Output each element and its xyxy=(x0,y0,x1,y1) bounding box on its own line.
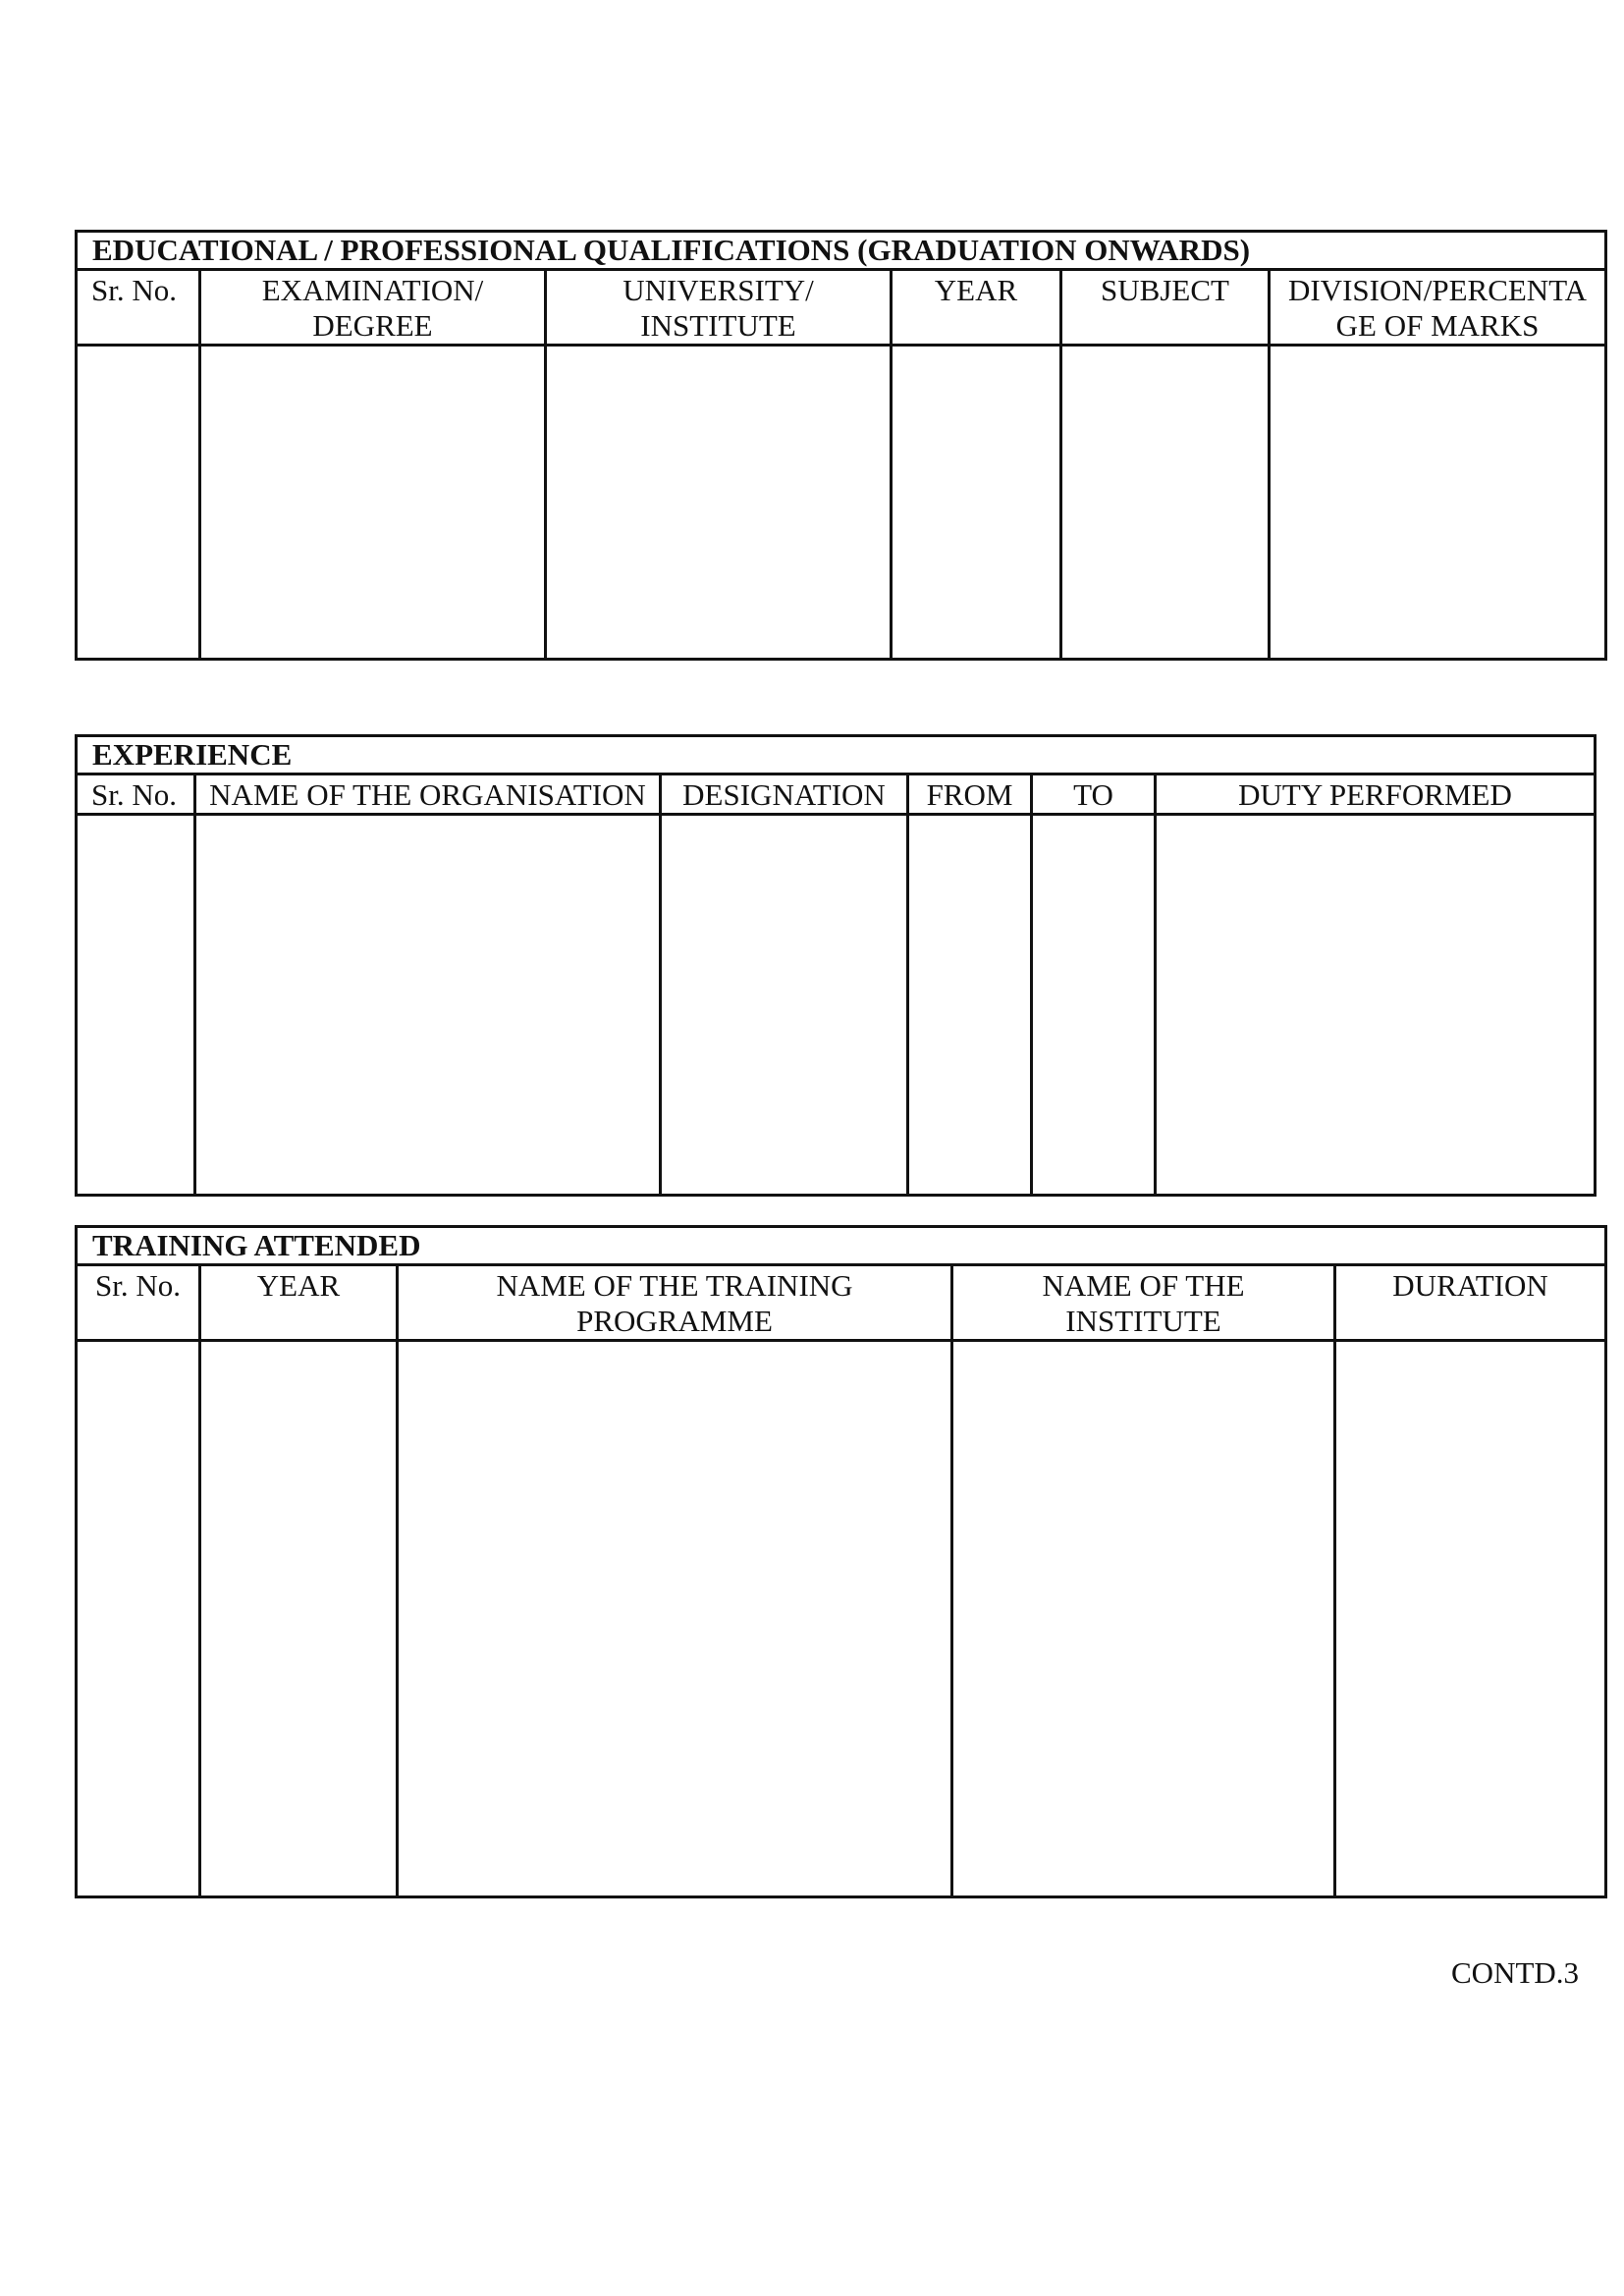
training-sr-no-field[interactable] xyxy=(77,1341,200,1897)
education-header-examination-degree: EXAMINATION/ DEGREE xyxy=(200,270,546,346)
education-year-field[interactable] xyxy=(892,346,1061,660)
experience-header-from: FROM xyxy=(908,774,1032,815)
education-division-percentage-field[interactable] xyxy=(1270,346,1606,660)
education-header-university-institute: UNIVERSITY/ INSTITUTE xyxy=(546,270,892,346)
experience-sr-no-field[interactable] xyxy=(77,815,195,1196)
training-table xyxy=(75,1225,1607,1898)
education-table-title: EDUCATIONAL / PROFESSIONAL QUALIFICATIONS (GRADUATION ONWARDS) xyxy=(77,232,1606,270)
training-duration-field[interactable] xyxy=(1335,1341,1606,1897)
education-table xyxy=(75,230,1607,661)
experience-header-duty-performed: DUTY PERFORMED xyxy=(1156,774,1596,815)
training-programme-field[interactable] xyxy=(398,1341,952,1897)
training-year-field[interactable] xyxy=(200,1341,398,1897)
experience-designation-field[interactable] xyxy=(661,815,908,1196)
education-header-year: YEAR xyxy=(892,270,1061,346)
experience-header-sr-no: Sr. No. xyxy=(77,774,195,815)
experience-header-to: TO xyxy=(1032,774,1156,815)
experience-header-organisation: NAME OF THE ORGANISATION xyxy=(195,774,661,815)
training-header-duration: DURATION xyxy=(1335,1265,1606,1341)
training-header-year: YEAR xyxy=(200,1265,398,1341)
education-header-subject: SUBJECT xyxy=(1061,270,1270,346)
training-header-programme: NAME OF THE TRAINING PROGRAMME xyxy=(398,1265,952,1341)
education-examination-degree-field[interactable] xyxy=(200,346,546,660)
training-institute-field[interactable] xyxy=(952,1341,1335,1897)
education-university-institute-field[interactable] xyxy=(546,346,892,660)
experience-from-field[interactable] xyxy=(908,815,1032,1196)
continued-page-note: CONTD.3 xyxy=(1451,1955,1580,1990)
experience-header-designation: DESIGNATION xyxy=(661,774,908,815)
experience-organisation-field[interactable] xyxy=(195,815,661,1196)
training-header-institute: NAME OF THE INSTITUTE xyxy=(952,1265,1335,1341)
experience-to-field[interactable] xyxy=(1032,815,1156,1196)
training-table-title: TRAINING ATTENDED xyxy=(77,1227,1606,1265)
training-header-sr-no: Sr. No. xyxy=(77,1265,200,1341)
experience-table xyxy=(75,734,1597,1197)
experience-duty-performed-field[interactable] xyxy=(1156,815,1596,1196)
education-header-division-percentage: DIVISION/PERCENTA GE OF MARKS xyxy=(1270,270,1606,346)
education-subject-field[interactable] xyxy=(1061,346,1270,660)
experience-table-title: EXPERIENCE xyxy=(77,736,1596,774)
education-sr-no-field[interactable] xyxy=(77,346,200,660)
education-header-sr-no: Sr. No. xyxy=(77,270,200,346)
